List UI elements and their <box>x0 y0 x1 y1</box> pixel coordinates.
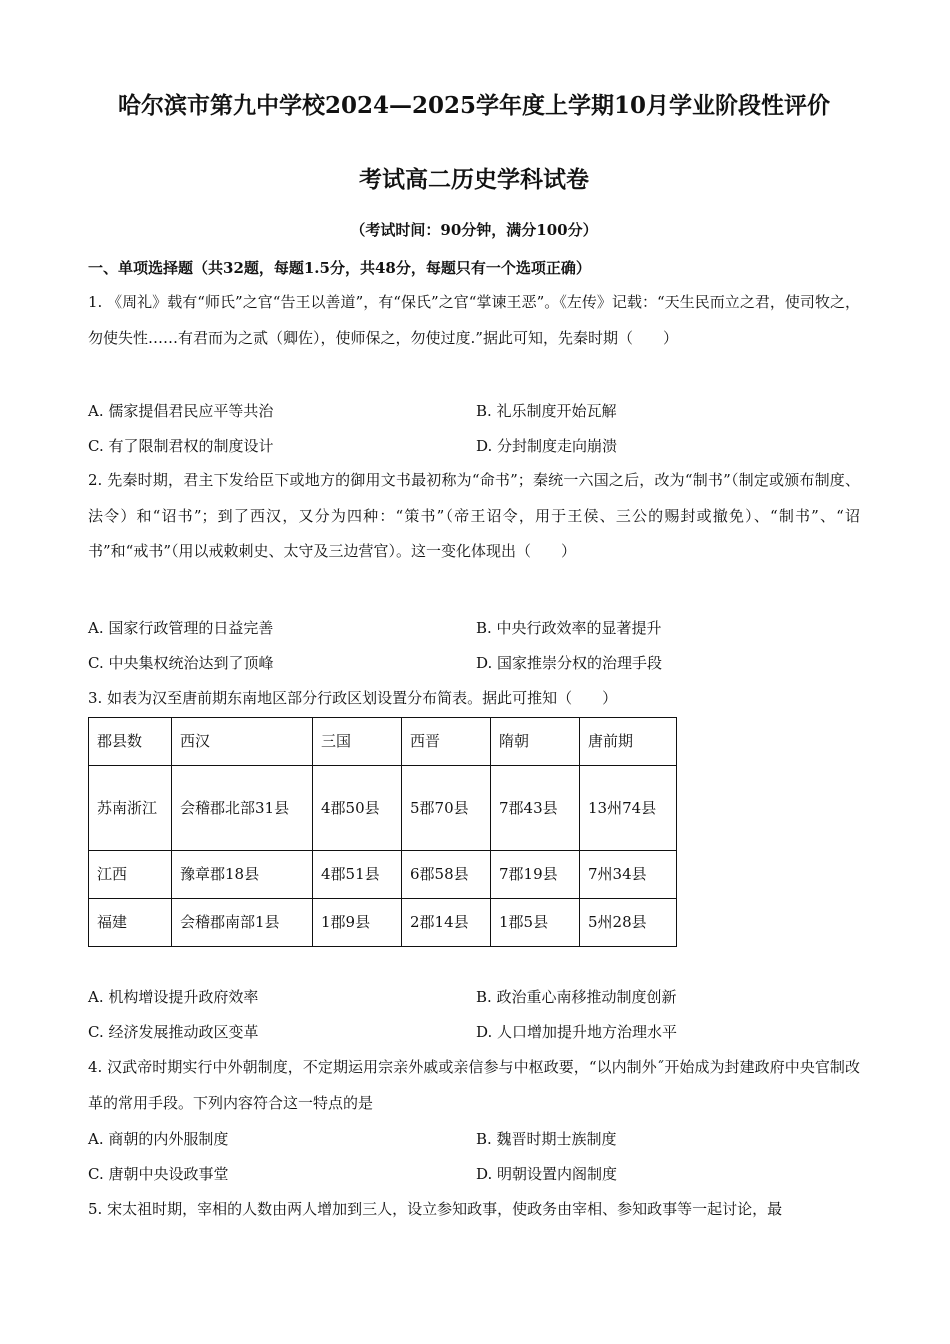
table-header-cell: 唐前期 <box>580 718 677 766</box>
exam-title-line1: 哈尔滨市第九中学校2024—2025学年度上学期10月学业阶段性评价 <box>117 92 831 119</box>
table-header-cell: 西汉 <box>172 718 313 766</box>
question-5-stem: 5. 宋太祖时期，宰相的人数由两人增加到三人，设立参知政事，使政务由宰相、参知政事等一起讨论，最 <box>88 1200 783 1218</box>
question-4-option-a: A. 商朝的内外服制度 <box>88 1130 229 1148</box>
exam-title-line2: 考试高二历史学科试卷 <box>359 166 589 193</box>
table-cell: 5郡70县 <box>402 766 491 851</box>
table-cell: 7郡19县 <box>491 851 580 899</box>
table-cell: 7州34县 <box>580 851 677 899</box>
table-cell: 1郡5县 <box>491 899 580 947</box>
question-3-option-a: A. 机构增设提升政府效率 <box>88 988 259 1006</box>
district-table <box>88 717 677 947</box>
question-4-option-c: C. 唐朝中央设政事堂 <box>88 1165 229 1183</box>
exam-info: （考试时间：90分钟，满分100分） <box>350 221 598 239</box>
table-header-cell: 隋朝 <box>491 718 580 766</box>
table-cell: 豫章郡18县 <box>172 851 313 899</box>
question-2-option-c: C. 中央集权统治达到了顶峰 <box>88 654 274 672</box>
question-3-option-d: D. 人口增加提升地方治理水平 <box>476 1023 678 1041</box>
question-2-option-d: D. 国家推崇分权的治理手段 <box>476 654 663 672</box>
table-cell: 苏南浙江 <box>89 766 172 851</box>
table-cell: 2郡14县 <box>402 899 491 947</box>
question-3-option-c: C. 经济发展推动政区变革 <box>88 1023 259 1041</box>
table-cell: 6郡58县 <box>402 851 491 899</box>
question-1-option-c: C. 有了限制君权的制度设计 <box>88 437 274 455</box>
table-cell: 4郡50县 <box>313 766 402 851</box>
table-cell: 13州74县 <box>580 766 677 851</box>
question-4-option-d: D. 明朝设置内阁制度 <box>476 1165 618 1183</box>
table-cell: 4郡51县 <box>313 851 402 899</box>
table-cell: 7郡43县 <box>491 766 580 851</box>
table-cell: 会稽郡南部1县 <box>172 899 313 947</box>
table-row <box>89 766 677 851</box>
section-heading: 一、单项选择题（共32题，每题1.5分，共48分，每题只有一个选项正确） <box>88 259 591 277</box>
question-2-option-a: A. 国家行政管理的日益完善 <box>88 619 274 637</box>
table-header-cell: 郡县数 <box>89 718 172 766</box>
table-cell: 1郡9县 <box>313 899 402 947</box>
question-1-option-b: B. 礼乐制度开始瓦解 <box>476 402 617 420</box>
question-1-option-d: D. 分封制度走向崩溃 <box>476 437 618 455</box>
question-3-option-b: B. 政治重心南移推动制度创新 <box>476 988 677 1006</box>
question-1-option-a: A. 儒家提倡君民应平等共治 <box>88 402 274 420</box>
question-2-stem: 2. 先秦时期，君主下发给臣下或地方的御用文书最初称为“命书”；秦统一六国之后，改为“制书”（制定或颁布制度、法令）和“诏书”；到了西汉，又分为四种：“策书”（帝王诏令，用于王侯、三公的赐封或撤免）、“制书”、“诏书”和“戒书”（用以戒敕刺史、太守及三边营官）。这一变化体现出（ ） <box>88 471 860 560</box>
question-4-stem: 4. 汉武帝时期实行中外朝制度，不定期运用宗亲外戚或亲信参与中枢政要，“以内制外˝开始成为封建政府中央官制改革的常用手段。下列内容符合这一特点的是 <box>88 1058 860 1112</box>
table-cell: 福建 <box>89 899 172 947</box>
question-2-option-b: B. 中央行政效率的显著提升 <box>476 619 662 637</box>
table-row <box>89 899 677 947</box>
table-header-row <box>89 718 677 766</box>
table-cell: 江西 <box>89 851 172 899</box>
table-row <box>89 851 677 899</box>
table-header-cell: 三国 <box>313 718 402 766</box>
question-4-option-b: B. 魏晋时期士族制度 <box>476 1130 617 1148</box>
question-1-stem: 1. 《周礼》载有“师氏”之官“告王以善道”，有“保氏”之官“掌谏王恶”。《左传》记载：“天生民而立之君，使司牧之，勿使失性……有君而为之贰（卿佐），使师保之，勿使过度.”据此可知，先秦时期（ ） <box>88 293 860 347</box>
table-cell: 会稽郡北部31县 <box>172 766 313 851</box>
table-cell: 5州28县 <box>580 899 677 947</box>
table-header-cell: 西晋 <box>402 718 491 766</box>
question-3-stem: 3. 如表为汉至唐前期东南地区部分行政区划设置分布简表。据此可推知（ ） <box>88 689 618 707</box>
